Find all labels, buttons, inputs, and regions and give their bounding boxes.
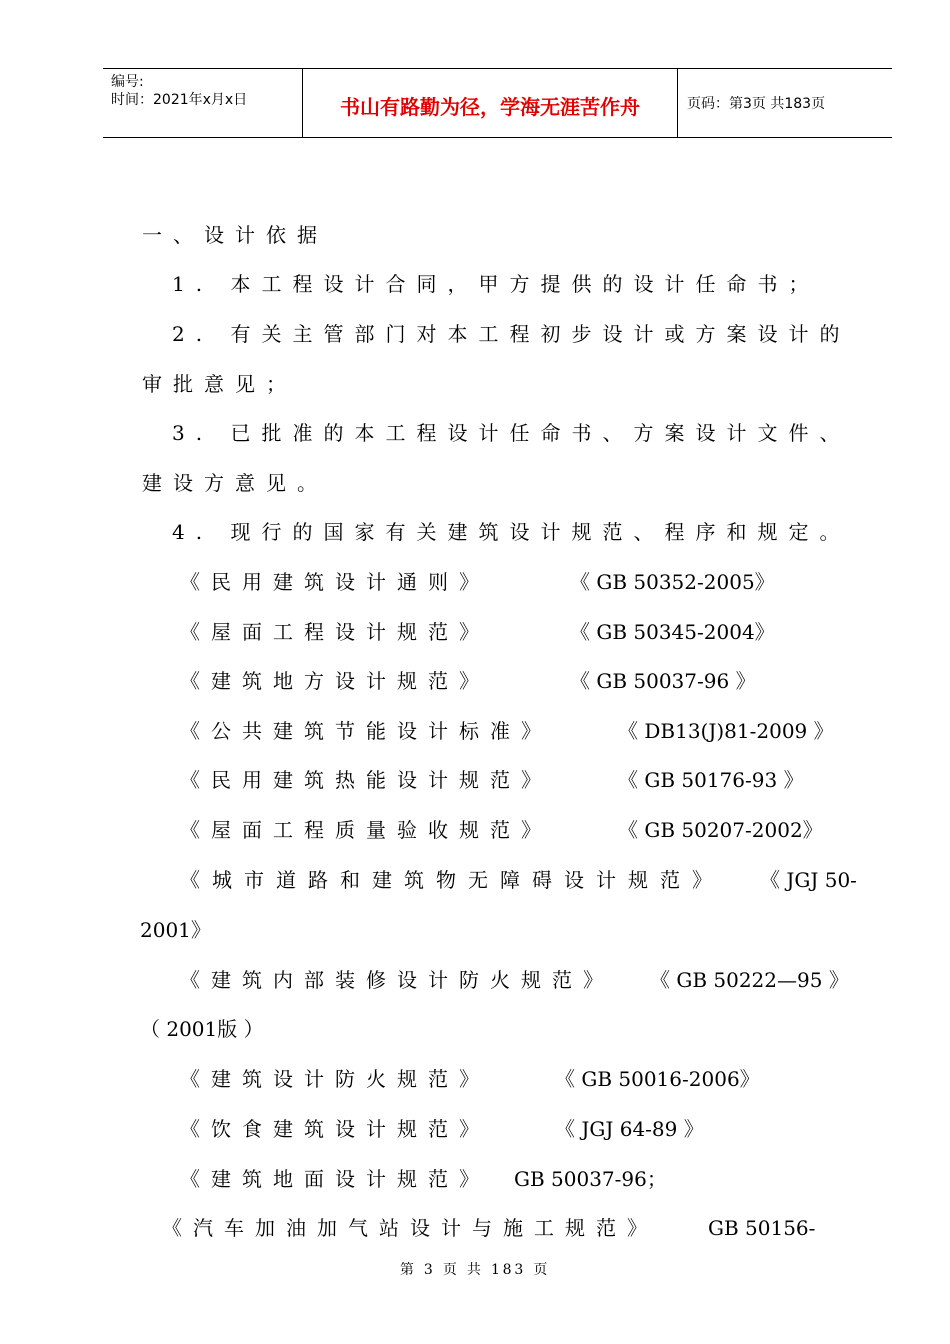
page-header bbox=[103, 68, 892, 138]
serial-label: 编号: bbox=[111, 74, 144, 90]
paragraph: 2. 有关主管部门对本工程初步设计或方案设计的 bbox=[172, 322, 851, 346]
standard-name: 《城市道路和建筑物无障碍设计规范》 bbox=[180, 868, 724, 892]
standard-code: 《 JGJ 50- bbox=[760, 868, 857, 892]
standard-name-cont: （ 2001版 ） bbox=[140, 1017, 264, 1041]
standard-code: GB 50037-96； bbox=[514, 1167, 667, 1191]
standard-code: 《 DB13(J)81-2009 》 bbox=[618, 719, 834, 743]
standard-code: GB 50156- bbox=[708, 1216, 816, 1240]
section-heading: 一、设计依据 bbox=[142, 223, 328, 247]
standard-name: 《屋面工程设计规范》 bbox=[180, 620, 490, 644]
paragraph: 建设方意见。 bbox=[142, 471, 328, 495]
header-meta bbox=[111, 73, 247, 109]
standard-name: 《建筑地方设计规范》 bbox=[180, 669, 490, 693]
standard-code: 《 GB 50016-2006》 bbox=[555, 1067, 760, 1091]
standard-code: 《 GB 50037-96 》 bbox=[570, 669, 756, 693]
header-motto: 书山有路勤为径，学海无涯苦作舟 bbox=[340, 95, 640, 119]
standard-name-cont: 2001》 bbox=[140, 918, 211, 942]
paragraph: 1. 本工程设计合同，甲方提供的设计任命书； bbox=[172, 272, 820, 296]
standard-code: 《 GB 50207-2002》 bbox=[618, 818, 823, 842]
page-footer: 第 3 页 共 183 页 bbox=[399, 1262, 551, 1278]
standard-code: 《 JGJ 64-89 》 bbox=[555, 1117, 704, 1141]
standard-name: 《公共建筑节能设计标准》 bbox=[180, 719, 552, 743]
standard-name: 《屋面工程质量验收规范》 bbox=[180, 818, 552, 842]
standard-name: 《建筑地面设计规范》 bbox=[180, 1167, 490, 1191]
paragraph: 审批意见； bbox=[142, 372, 297, 396]
header-page-info: 页码：第3页 共183页 bbox=[687, 96, 826, 112]
standard-code: 《 GB 50222—95 》 bbox=[650, 968, 849, 992]
standard-code: 《 GB 50352-2005》 bbox=[570, 570, 775, 594]
header-divider bbox=[677, 69, 678, 137]
standard-name: 《建筑设计防火规范》 bbox=[180, 1067, 490, 1091]
paragraph: 3. 已批准的本工程设计任命书、方案设计文件、 bbox=[172, 421, 851, 445]
standard-name: 《汽车加油加气站设计与施工规范》 bbox=[162, 1216, 658, 1240]
paragraph: 4. 现行的国家有关建筑设计规范、程序和规定。 bbox=[172, 520, 851, 544]
standard-code: 《 GB 50176-93 》 bbox=[618, 768, 804, 792]
date-label: 时间：2021年x月x日 bbox=[111, 92, 248, 108]
standard-name: 《建筑内部装修设计防火规范》 bbox=[180, 968, 614, 992]
standard-name: 《民用建筑热能设计规范》 bbox=[180, 768, 552, 792]
standard-name: 《民用建筑设计通则》 bbox=[180, 570, 490, 594]
standard-code: 《 GB 50345-2004》 bbox=[570, 620, 775, 644]
standard-name: 《饮食建筑设计规范》 bbox=[180, 1117, 490, 1141]
